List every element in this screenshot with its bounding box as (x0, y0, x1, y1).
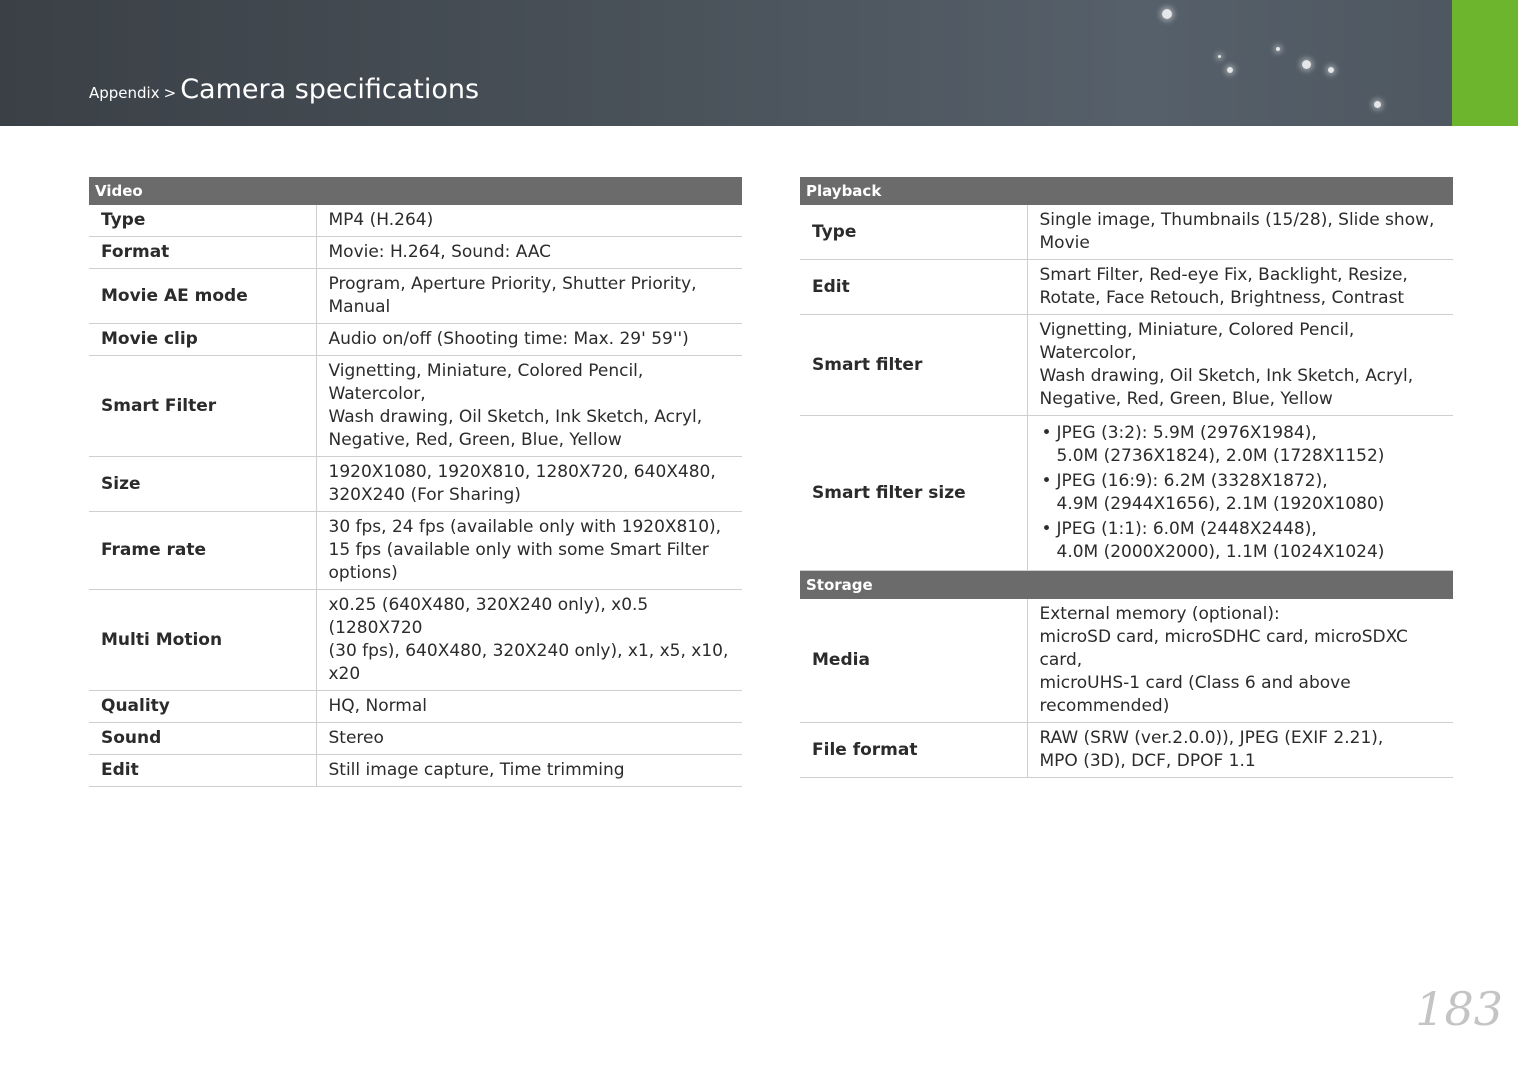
spec-value-line: Audio on/off (Shooting time: Max. 29' 59'') (328, 329, 689, 349)
spec-value-line: 15 fps (available only with some Smart Filter (328, 540, 709, 560)
spec-value (316, 205, 742, 237)
page-number: 183 (1415, 982, 1503, 1036)
spec-value (316, 269, 742, 324)
section-header-playback (800, 177, 1453, 205)
spec-value-line: • JPEG (3:2): 5.9M (2976X1984), (1056, 423, 1317, 443)
spec-value (316, 457, 742, 512)
spec-value-line: microSD card, microSDHC card, microSDXC card, (1039, 627, 1408, 670)
chapter-tab (1452, 0, 1518, 126)
spec-value-line: Vignetting, Miniature, Colored Pencil, Watercolor, (328, 361, 644, 404)
decorative-light-dot (1374, 101, 1381, 108)
spec-value-line: 30 fps, 24 fps (available only with 1920X810), (328, 517, 722, 537)
spec-value (316, 691, 742, 723)
table-row (89, 237, 742, 269)
spec-value-line: Negative, Red, Green, Blue, Yellow (1039, 389, 1333, 409)
spec-value (1027, 205, 1453, 260)
section-header-storage (800, 571, 1453, 600)
spec-label: Format (89, 237, 316, 269)
section-title: Video (89, 177, 742, 205)
breadcrumb (89, 74, 479, 105)
spec-label: Movie AE mode (89, 269, 316, 324)
spec-value-line: External memory (optional): (1039, 604, 1280, 624)
spec-label: Smart filter size (800, 416, 1027, 571)
table-row (89, 755, 742, 787)
spec-value-line: MPO (3D), DCF, DPOF 1.1 (1039, 751, 1256, 771)
spec-value-line: Smart Filter, Red-eye Fix, Backlight, Resize, (1039, 265, 1408, 285)
bullet-list (1040, 422, 1444, 564)
spec-value (1027, 315, 1453, 416)
spec-value-line: Movie: H.264, Sound: AAC (328, 242, 552, 262)
table-row (89, 590, 742, 691)
spec-value (316, 755, 742, 787)
decorative-light-dot (1302, 60, 1311, 69)
spec-value-line: recommended) (1039, 696, 1170, 716)
spec-value-line: 320X240 (For Sharing) (328, 485, 521, 505)
spec-value-line: microUHS-1 card (Class 6 and above (1039, 673, 1351, 693)
spec-value-line: Wash drawing, Oil Sketch, Ink Sketch, Acryl, (1039, 366, 1414, 386)
spec-label: Smart Filter (89, 356, 316, 457)
spec-value-line: 4.9M (2944X1656), 2.1M (1920X1080) (1056, 494, 1385, 514)
spec-value-line: Rotate, Face Retouch, Brightness, Contrast (1039, 288, 1405, 308)
section-header-video (89, 177, 742, 205)
spec-label: Frame rate (89, 512, 316, 590)
decorative-light-dot (1276, 47, 1280, 51)
table-row (800, 416, 1453, 571)
decorative-light-dot (1328, 67, 1334, 73)
playback-storage-spec-body (800, 177, 1453, 778)
section-title: Storage (800, 571, 1453, 600)
table-row (89, 723, 742, 755)
spec-value-line: Movie (1039, 233, 1090, 253)
table-row (800, 260, 1453, 315)
playback-storage-spec-table (800, 177, 1453, 778)
spec-value (316, 356, 742, 457)
spec-label: Edit (89, 755, 316, 787)
spec-value-line: • JPEG (1:1): 6.0M (2448X2448), (1056, 519, 1317, 539)
bullet-item (1040, 518, 1444, 564)
spec-value-line: Wash drawing, Oil Sketch, Ink Sketch, Acryl, (328, 407, 703, 427)
table-row (89, 269, 742, 324)
page-header (0, 0, 1518, 126)
spec-value (316, 512, 742, 590)
spec-label: Movie clip (89, 324, 316, 356)
spec-value (1027, 416, 1453, 571)
decorative-light-dot (1162, 9, 1172, 19)
spec-value-line: 4.0M (2000X2000), 1.1M (1024X1024) (1056, 542, 1385, 562)
spec-label: Multi Motion (89, 590, 316, 691)
spec-value-line: 1920X1080, 1920X810, 1280X720, 640X480, (328, 462, 716, 482)
spec-label: Size (89, 457, 316, 512)
table-row (800, 205, 1453, 260)
spec-value-line: Vignetting, Miniature, Colored Pencil, Watercolor, (1039, 320, 1355, 363)
spec-value-line: Still image capture, Time trimming (328, 760, 625, 780)
table-row (89, 691, 742, 723)
spec-value (1027, 723, 1453, 778)
spec-value-line: Negative, Red, Green, Blue, Yellow (328, 430, 622, 450)
spec-value (316, 590, 742, 691)
table-row (89, 512, 742, 590)
spec-value (1027, 260, 1453, 315)
spec-value-line: x0.25 (640X480, 320X240 only), x0.5 (1280X720 (328, 595, 649, 638)
breadcrumb-parent[interactable]: Appendix (89, 84, 160, 102)
section-title: Playback (800, 177, 1453, 205)
table-row (800, 315, 1453, 416)
spec-label: File format (800, 723, 1027, 778)
spec-value-line: HQ, Normal (328, 696, 427, 716)
spec-label: Smart filter (800, 315, 1027, 416)
spec-label: Edit (800, 260, 1027, 315)
spec-value-line: Program, Aperture Priority, Shutter Priority, (328, 274, 697, 294)
breadcrumb-separator: > (163, 84, 177, 102)
spec-value (1027, 599, 1453, 723)
page-title: Camera specifications (180, 74, 480, 105)
spec-value-line: options) (328, 563, 398, 583)
spec-value-line: • JPEG (16:9): 6.2M (3328X1872), (1056, 471, 1328, 491)
table-row (89, 205, 742, 237)
video-spec-table (89, 177, 742, 787)
spec-label: Quality (89, 691, 316, 723)
spec-value (316, 324, 742, 356)
spec-label: Type (89, 205, 316, 237)
table-row (89, 457, 742, 512)
spec-value (316, 237, 742, 269)
video-spec-body (89, 177, 742, 787)
spec-value-line: (30 fps), 640X480, 320X240 only), x1, x5, x10, x20 (328, 641, 729, 684)
spec-value-line: MP4 (H.264) (328, 210, 434, 230)
table-row (800, 599, 1453, 723)
spec-value-line: RAW (SRW (ver.2.0.0)), JPEG (EXIF 2.21), (1039, 728, 1384, 748)
bullet-item (1040, 470, 1444, 516)
spec-label: Type (800, 205, 1027, 260)
spec-label: Media (800, 599, 1027, 723)
decorative-light-dot (1218, 55, 1221, 58)
table-row (800, 723, 1453, 778)
table-row (89, 324, 742, 356)
spec-label: Sound (89, 723, 316, 755)
decorative-light-dot (1227, 67, 1233, 73)
spec-value-line: 5.0M (2736X1824), 2.0M (1728X1152) (1056, 446, 1385, 466)
spec-value-line: Stereo (328, 728, 384, 748)
table-row (89, 356, 742, 457)
spec-value-line: Single image, Thumbnails (15/28), Slide show, (1039, 210, 1435, 230)
spec-value-line: Manual (328, 297, 391, 317)
spec-value (316, 723, 742, 755)
bullet-item (1040, 422, 1444, 468)
